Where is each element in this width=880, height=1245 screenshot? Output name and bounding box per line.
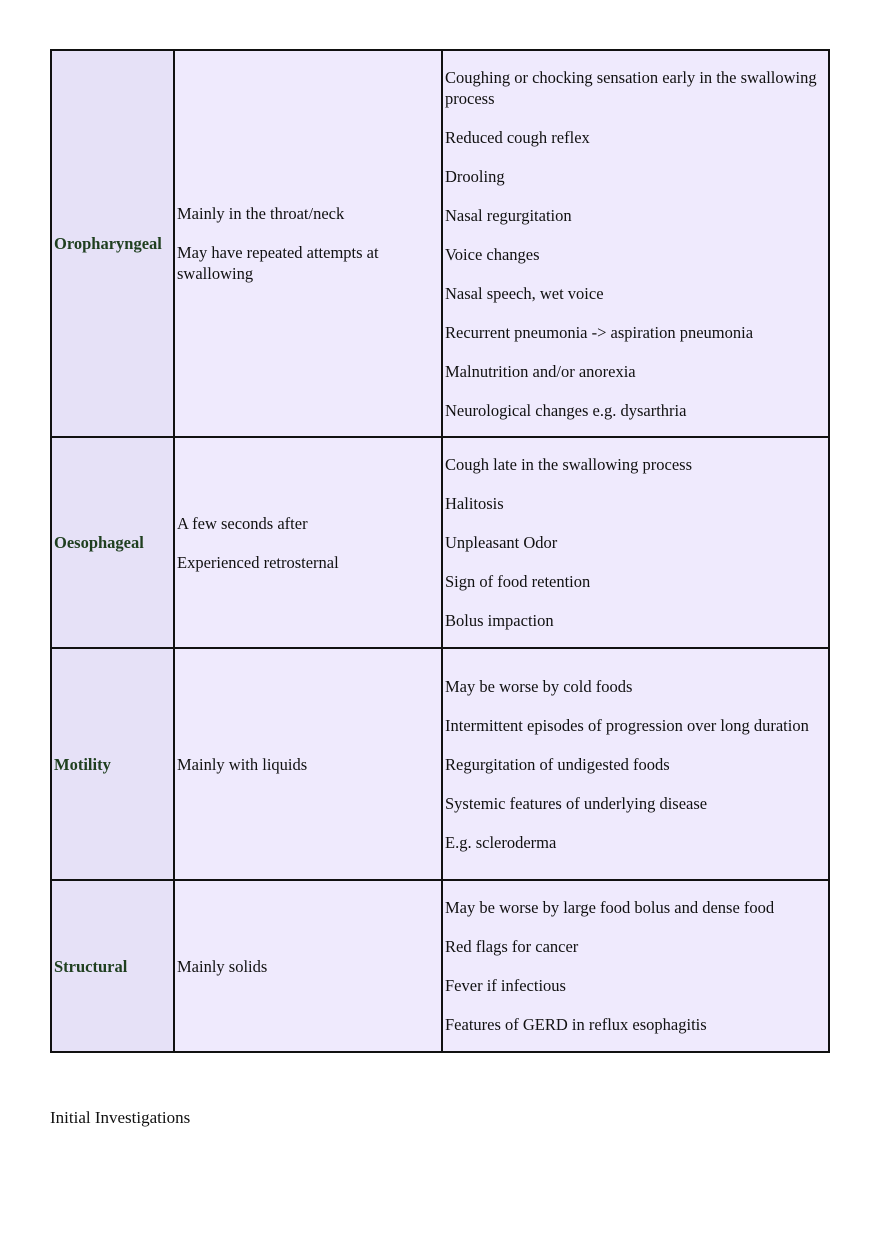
feature-item: Drooling [445,166,505,186]
feature-item: Voice changes [445,244,540,264]
section-heading: Initial Investigations [50,1108,191,1127]
feature-item: Recurrent pneumonia -> aspiration pneumonia [445,322,754,342]
feature-item: Reduced cough reflex [445,127,590,147]
location-line: Mainly solids [177,956,268,976]
features-cell [442,648,829,880]
location-cell [174,880,442,1052]
dysphagia-type: Oesophageal [51,437,174,648]
feature-item: Red flags for cancer [445,937,579,956]
location-line: Mainly in the throat/neck [177,204,345,223]
feature-item: Unpleasant Odor [445,533,558,552]
feature-item: Regurgitation of undigested foods [445,754,670,774]
features-cell [442,50,829,437]
feature-item: Malnutrition and/or anorexia [445,361,636,381]
feature-item: May be worse by cold foods [445,676,633,696]
features-cell [442,880,829,1052]
features-cell [442,437,829,648]
table-row [51,50,829,437]
dysphagia-type: Motility [51,648,174,880]
feature-item: Bolus impaction [445,611,554,630]
feature-item: Intermittent episodes of progression over long duration [445,715,809,735]
table-row [51,880,829,1052]
table-row [51,648,829,880]
feature-item: Cough late in the swallowing process [445,455,693,474]
feature-item: Nasal regurgitation [445,205,572,225]
feature-item: May be worse by large food bolus and dense food [445,898,775,917]
location-cell [174,437,442,648]
feature-item: Nasal speech, wet voice [445,283,604,303]
feature-item: Fever if infectious [445,976,566,995]
location-cell [174,50,442,437]
feature-item: Halitosis [445,494,504,513]
location-line: Mainly with liquids [177,754,308,774]
dysphagia-type: Oropharyngeal [51,50,174,437]
feature-item: Features of GERD in reflux esophagitis [445,1015,707,1034]
location-line: A few seconds after [177,513,308,533]
feature-item: Sign of food retention [445,572,591,591]
location-line: May have repeated attempts at swallowing [177,243,379,283]
table-row [51,437,829,648]
feature-item: Neurological changes e.g. dysarthria [445,400,687,420]
dysphagia-type: Structural [51,880,174,1052]
dysphagia-types-table [50,49,830,1053]
location-line: Experienced retrosternal [177,552,339,572]
feature-item: Systemic features of underlying disease [445,793,708,813]
location-cell [174,648,442,880]
feature-item: Coughing or chocking sensation early in the swallowing process [445,67,817,108]
feature-item: E.g. scleroderma [445,832,557,852]
page-content [50,49,830,1053]
